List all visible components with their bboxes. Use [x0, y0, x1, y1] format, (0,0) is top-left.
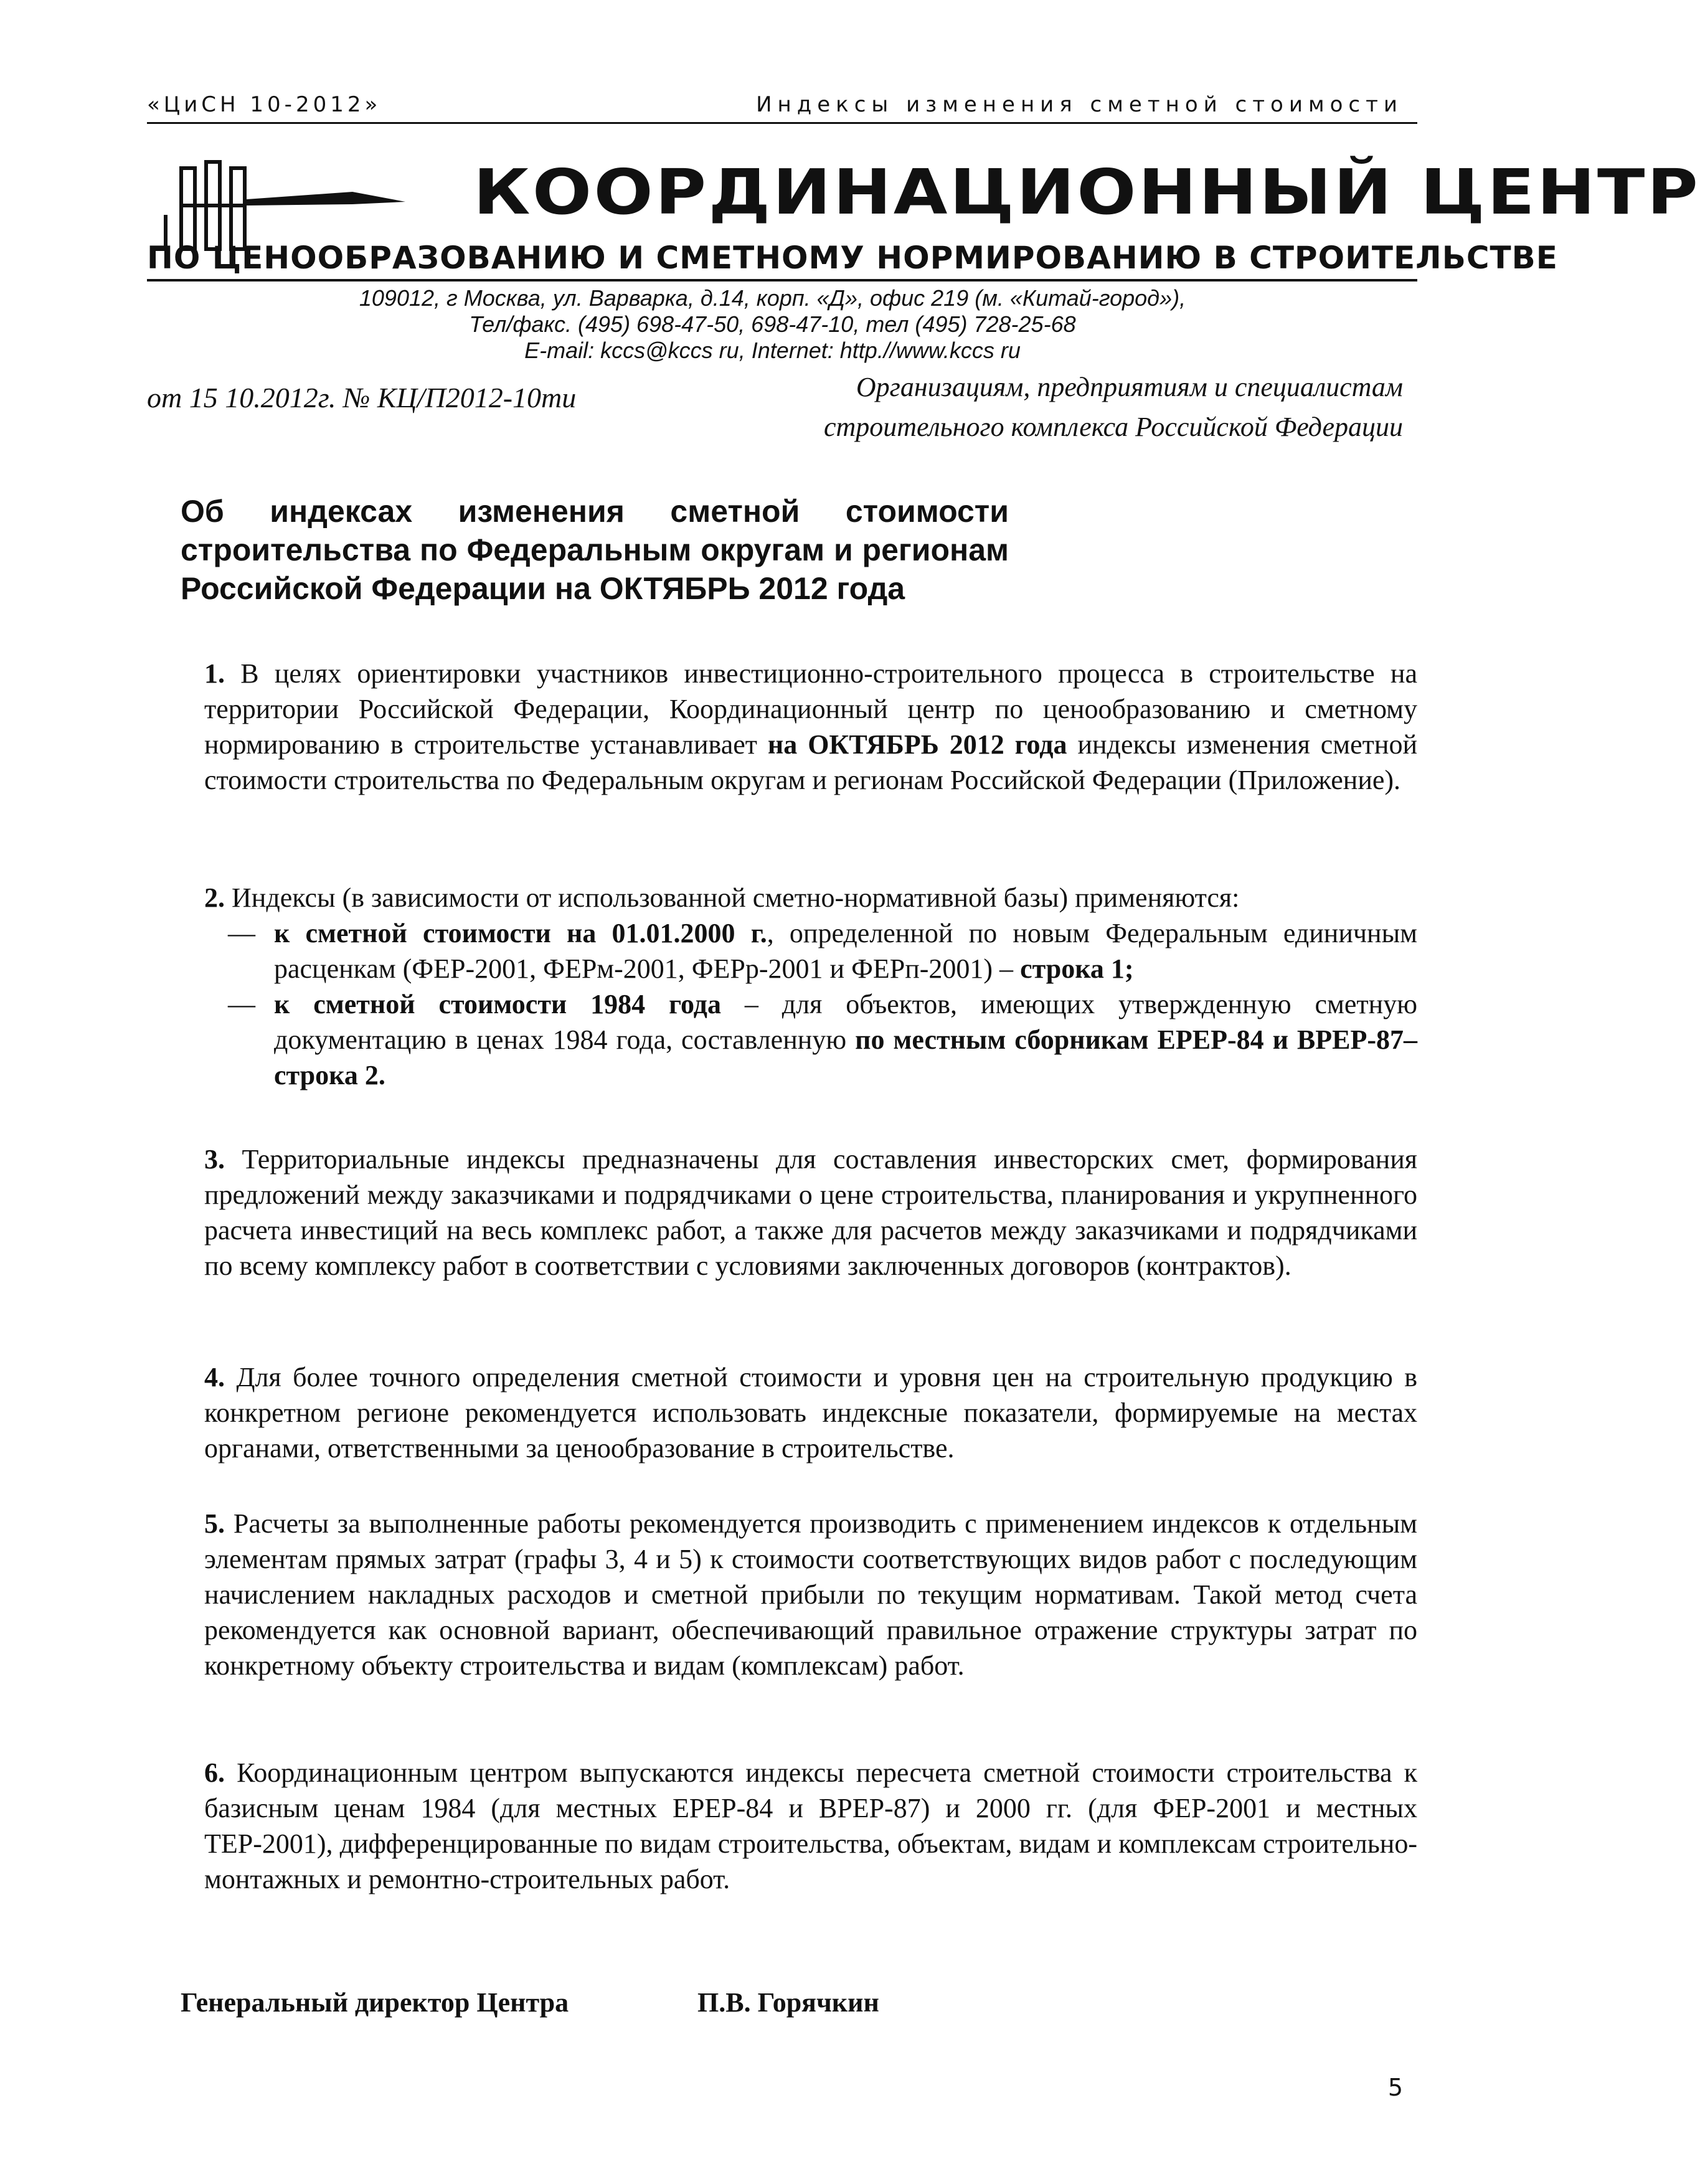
org-address: 109012, г Москва, ул. Варварка, д.14, корп. «Д», офис 219 (м. «Китай-город»),	[359, 285, 1186, 311]
list-item-emphasis: по местным сборникам ЕРЕР-84 и ВРЕР-87– строка 2.	[274, 1024, 1417, 1090]
paragraph-5	[147, 1506, 1417, 1683]
paragraph-number: 6.	[204, 1757, 225, 1788]
page-number: 5	[1387, 2074, 1403, 2101]
list-item-text: , определенной по новым Федеральным единичным расценкам (ФЕР-2001, ФЕРм-2001, ФЕРр-2001 и ФЕРп-2001) –	[274, 918, 1417, 984]
paragraph-4	[147, 1359, 1417, 1466]
paragraph-emphasis: на ОКТЯБРЬ 2012 года	[767, 729, 1067, 760]
paragraph-number: 1.	[204, 658, 225, 689]
list-item-emphasis: к сметной стоимости 1984 года	[274, 989, 721, 1019]
letter-date-ref: от 15 10.2012г. № КЦ/П2012-10ти	[147, 382, 577, 414]
paragraph-text: Для более точного определения сметной стоимости и уровня цен на строительную продукцию в конкретном регионе рекомендуется использовать индексные показатели, формируемые на местах органами, ответственными за ценообразование в строительстве.	[204, 1362, 1417, 1463]
signatory-name: П.В. Горячкин	[697, 1987, 879, 2018]
paragraph-6	[147, 1755, 1417, 1897]
paragraph-number: 4.	[204, 1362, 225, 1392]
paragraph-text: Расчеты за выполненные работы рекомендуется производить с применением индексов к отдельным элементам прямых затрат (графы 3, 4 и 5) к стоимости соответствующих видов работ с последующим начислением накладных расходов и сметной прибыли по текущим нормативам. Такой метод счета рекомендуется как основной вариант, обеспечивающий правильное отражение структуры затрат по конкретному объекту строительства и видам (комплексам) работ.	[204, 1508, 1417, 1681]
list-item-emphasis: к сметной стоимости на 01.01.2000 г.	[274, 918, 767, 948]
paragraph-text: Координационным центром выпускаются индексы пересчета сметной стоимости строительства к базисным ценам 1984 (для местных ЕРЕР-84 и ВРЕР-87) и 2000 гг. (для ФЕР-2001 и местных ТЕР-2001), дифференцированные по видам строительства, объектам, видам и комплексам строительно-монтажных и ремонтно-строительных работ.	[204, 1757, 1417, 1894]
paragraph-text: Территориальные индексы предназначены для составления инвесторских смет, формирования предложений между заказчиками и подрядчиками о цене строительства, планирования и укрупненного расчета инвестиций на весь комплекс работ, а также для расчетов между заказчиками и подрядчиками по всему комплексу работ в соответствии с условиями заключенных договоров (контрактов).	[204, 1144, 1417, 1281]
running-header-title: Индексы изменения сметной стоимости	[756, 92, 1403, 117]
list-item-emphasis: строка 1;	[1020, 953, 1134, 984]
recipient-line: строительного комплекса Российской Федерации	[823, 412, 1403, 442]
org-subtitle: ПО ЦЕНООБРАЗОВАНИЮ И СМЕТНОМУ НОРМИРОВАНИЮ В СТРОИТЕЛЬСТВЕ	[147, 240, 1558, 276]
org-title: КООРДИНАЦИОННЫЙ ЦЕНТР	[473, 156, 1700, 229]
org-contacts: E-mail: kccs@kccs ru, Internet: http.//www.kccs ru	[524, 338, 1021, 363]
header-divider	[147, 122, 1417, 124]
list-item-text: – для объектов, имеющих утвержденную сметную документацию в ценах 1984 года, составленную	[274, 989, 1418, 1055]
recipient-line: Организациям, предприятиям и специалистам	[856, 372, 1403, 402]
paragraph-number: 3.	[204, 1144, 225, 1175]
paragraph-3	[147, 1142, 1417, 1283]
list-item	[147, 986, 1417, 1093]
list-dash: —	[228, 989, 255, 1019]
list-item	[147, 915, 1417, 986]
paragraph-number: 2.	[204, 882, 225, 913]
org-phone: Тел/факс. (495) 698-47-50, 698-47-10, тел (495) 728-25-68	[469, 311, 1076, 337]
list-dash: —	[228, 918, 255, 948]
paragraph-1	[147, 656, 1417, 798]
paragraph-number: 5.	[204, 1508, 225, 1539]
letterhead-divider	[147, 279, 1417, 281]
paragraph-text: Индексы (в зависимости от использованной сметно-нормативной базы) применяются:	[225, 882, 1240, 913]
recipient-block	[824, 367, 1403, 447]
paragraph-text: В целях ориентировки участников инвестиционно-строительного процесса в строительстве на территории Российской Федерации, Координационный центр по ценообразованию и сметному нормированию в строительстве устанавливает	[204, 658, 1417, 760]
running-header-code: «ЦиСН 10-2012»	[147, 92, 382, 117]
signatory-position: Генеральный директор Центра	[181, 1987, 569, 2018]
paragraph-2	[147, 880, 1417, 1093]
paragraph-text: индексы изменения сметной стоимости строительства по Федеральным округам и регионам Российской Федерации (Приложение).	[204, 729, 1417, 795]
document-title: Об индексах изменения сметной стоимости строительства по Федеральным округам и регионам Российской Федерации на ОКТЯБРЬ 2012 года	[181, 494, 1009, 606]
